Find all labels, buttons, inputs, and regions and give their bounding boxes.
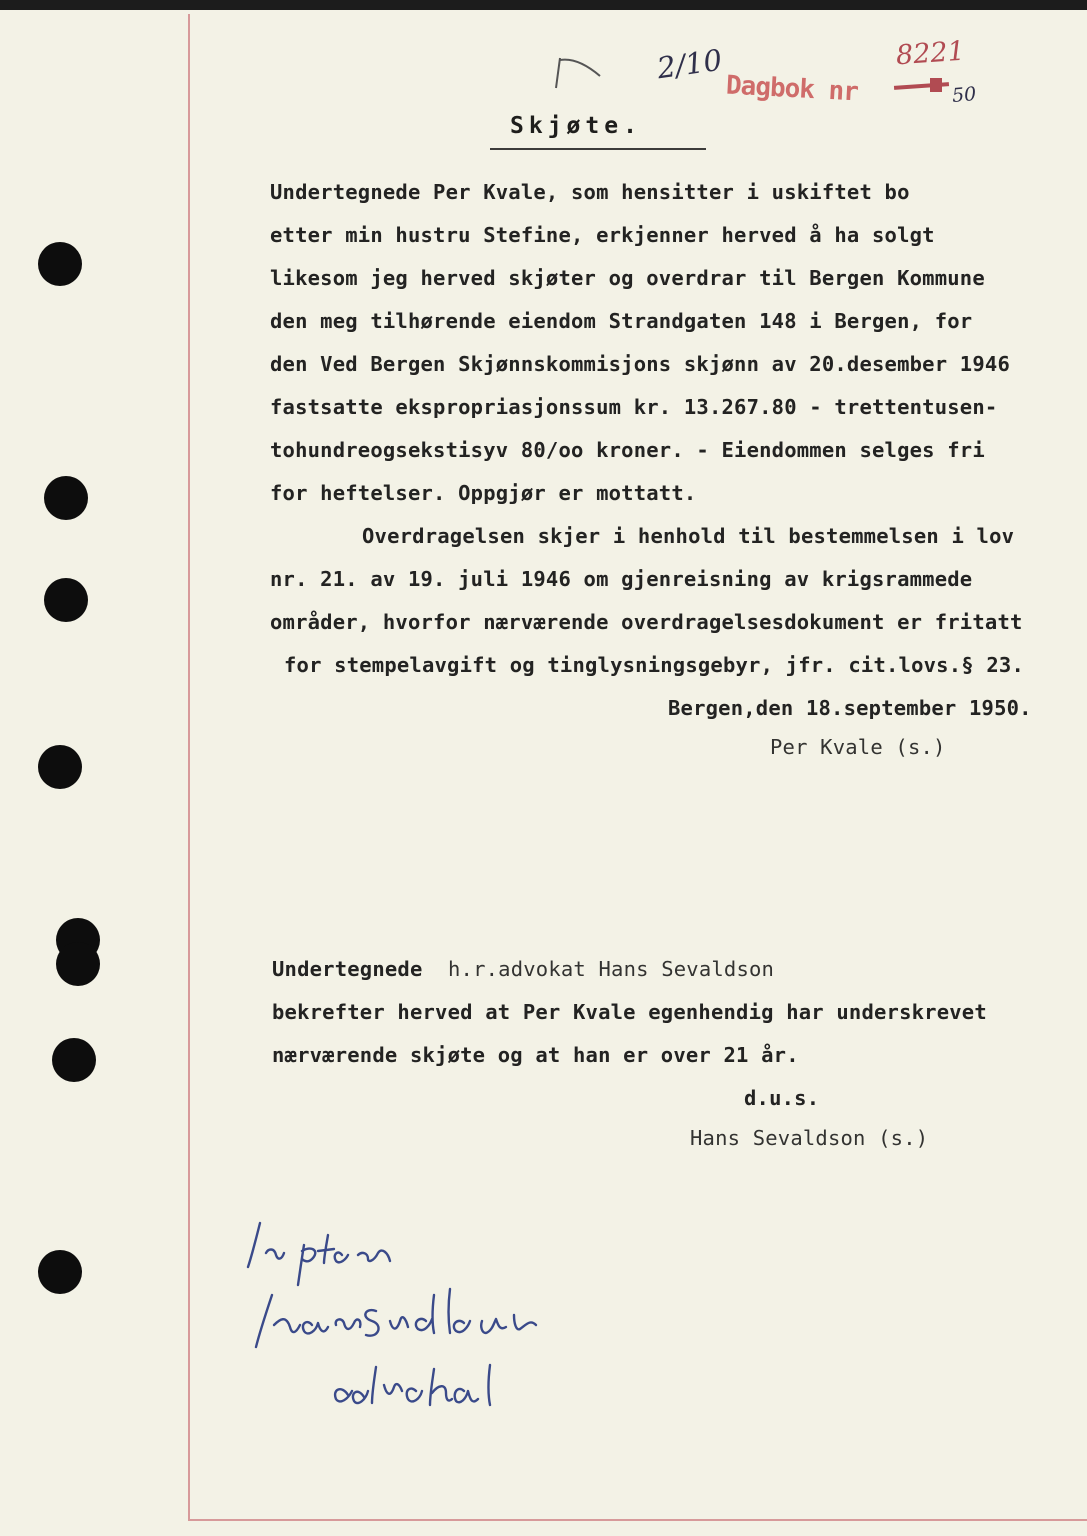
- transfer-line: nr. 21. av 19. juli 1946 om gjenreisning av krigsrammede: [270, 567, 973, 591]
- stamp-date: 2/10: [654, 42, 725, 86]
- seller-signature: Per Kvale (s.): [770, 735, 946, 759]
- document-title: Skjøte.: [510, 113, 642, 139]
- binder-hole: [44, 578, 88, 622]
- deed-line: likesom jeg herved skjøter og overdrar til Bergen Kommune: [270, 266, 985, 290]
- binder-hole: [44, 476, 88, 520]
- witness-intro-name: h.r.advokat Hans Sevaldson: [448, 957, 775, 981]
- stamp-number: 8221: [895, 35, 966, 72]
- binder-hole: [38, 745, 82, 789]
- binder-hole: [38, 1250, 82, 1294]
- deed-line: fastsatte ekspropriasjonssum kr. 13.267.80 - trettentusen-: [270, 395, 998, 419]
- deed-line: tohundreogsekstisyv 80/oo kroner. - Eiendommen selges fri: [270, 438, 985, 462]
- stamp-label: Dagbok nr: [725, 70, 859, 108]
- deed-line: Undertegnede Per Kvale, som hensitter i uskiftet bo: [270, 180, 910, 204]
- witness-line: nærværende skjøte og at han er over 21 år.: [272, 1043, 799, 1067]
- deed-line: for heftelser. Oppgjør er mottatt.: [270, 481, 697, 505]
- stamp-year: 50: [951, 82, 978, 108]
- margin-rule: [188, 14, 190, 1520]
- witness-line: bekrefter herved at Per Kvale egenhendig har underskrevet: [272, 1000, 987, 1024]
- deed-line: etter min hustru Stefine, erkjenner herved å ha solgt: [270, 223, 935, 247]
- deed-line: den meg tilhørende eiendom Strandgaten 148 i Bergen, for: [270, 309, 973, 333]
- pencil-mark: [552, 54, 608, 94]
- scan-edge: [0, 0, 1087, 10]
- closing: d.u.s.: [744, 1086, 820, 1110]
- bottom-rule: [188, 1519, 1087, 1521]
- binder-hole: [56, 942, 100, 986]
- binder-hole: [52, 1038, 96, 1082]
- transfer-line: for stempelavgift og tinglysningsgebyr, jfr. cit.lovs.§ 23.: [284, 653, 1024, 677]
- handwritten-signature: [238, 1215, 558, 1415]
- witness-intro-label: Undertegnede: [272, 957, 423, 981]
- deed-line: den Ved Bergen Skjønnskommisjons skjønn av 20.desember 1946: [270, 352, 1010, 376]
- binder-hole: [38, 242, 82, 286]
- transfer-line: Overdragelsen skjer i henhold til bestemmelsen i lov: [362, 524, 1015, 548]
- stamp-strike: [930, 78, 942, 92]
- witness-signature: Hans Sevaldson (s.): [690, 1126, 929, 1150]
- place-date: Bergen,den 18.september 1950.: [668, 696, 1032, 720]
- title-underline: [490, 148, 706, 150]
- transfer-line: områder, hvorfor nærværende overdragelsesdokument er fritatt: [270, 610, 1023, 634]
